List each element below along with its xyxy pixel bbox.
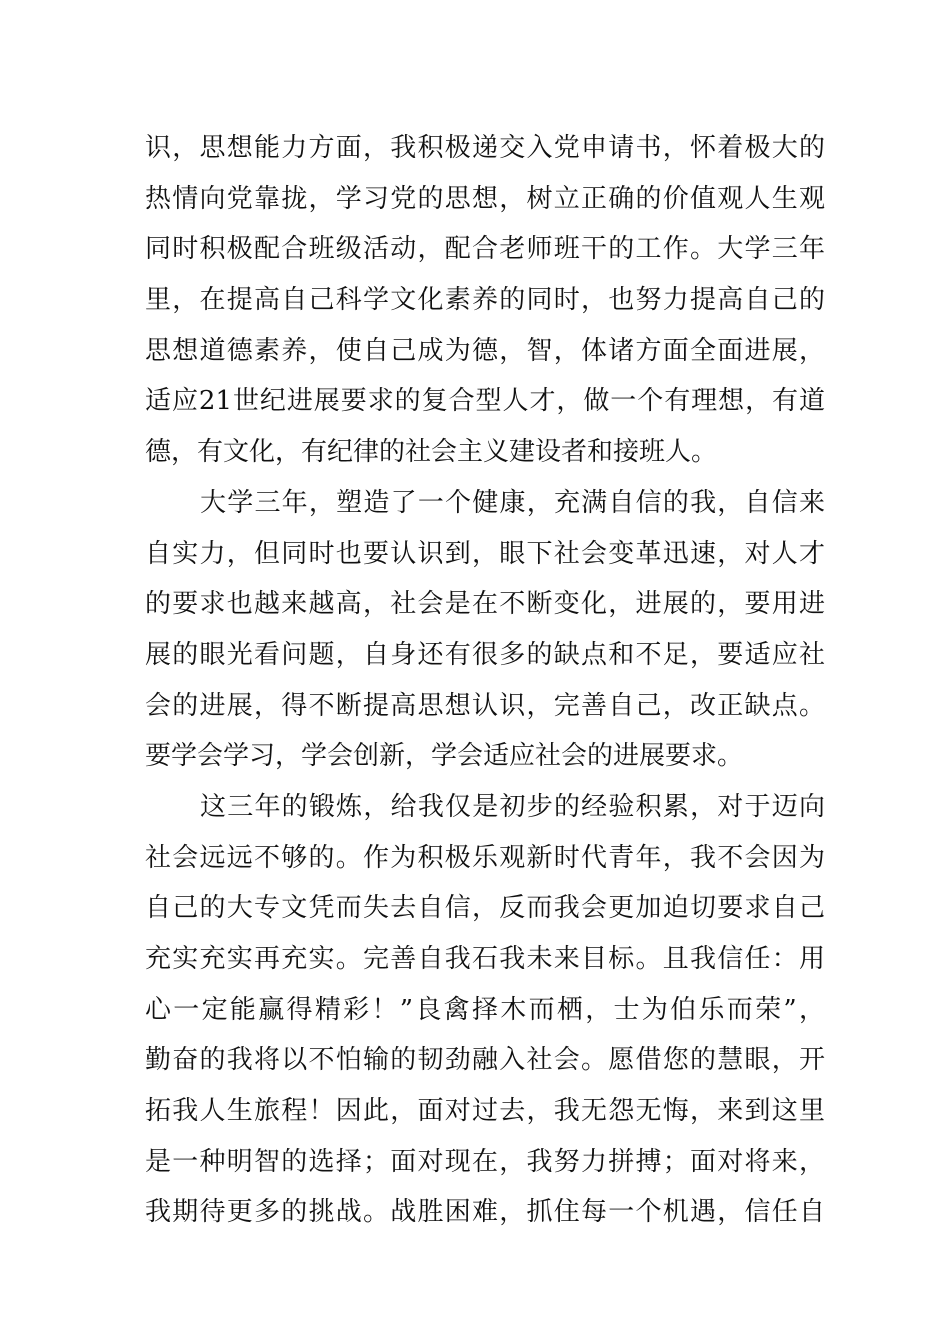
text-line: 适应21世纪进展要求的复合型人才，做一个有理想，有道	[145, 386, 825, 417]
text-line: 里，在提高自己科学文化素养的同时，也努力提高自己的	[145, 285, 825, 316]
text-line: 社会远远不够的。作为积极乐观新时代青年，我不会因为	[145, 842, 825, 873]
text-line: 自己的大专文凭而失去自信，反而我会更加迫切要求自己	[145, 893, 825, 924]
text-line: 我期待更多的挑战。战胜困难，抓住每一个机遇，信任自	[145, 1197, 825, 1228]
text-line: 识，思想能力方面，我积极递交入党申请书，怀着极大的	[145, 133, 825, 163]
text-line: 同时积极配合班级活动，配合老师班干的工作。大学三年	[145, 234, 825, 265]
paragraph-first-line: 这三年的锻炼，给我仅是初步的经验积累，对于迈向	[200, 791, 825, 822]
text-line: 充实充实再充实。完善自我石我未来目标。且我信任：用	[145, 944, 825, 974]
text-line: 拓我人生旅程！因此，面对过去，我无怨无悔，来到这里	[145, 1096, 825, 1127]
paragraph-first-line: 大学三年，塑造了一个健康，充满自信的我，自信来	[200, 487, 825, 518]
text-line: 展的眼光看问题，自身还有很多的缺点和不足，要适应社	[145, 639, 825, 670]
text-line: 的要求也越来越高，社会是在不断变化，进展的，要用进	[145, 589, 825, 620]
document-body	[145, 123, 825, 1238]
text-line: 勤奋的我将以不怕输的韧劲融入社会。愿借您的慧眼，开	[145, 1045, 825, 1076]
text-line: 德，有文化，有纪律的社会主义建设者和接班人。	[145, 437, 718, 468]
text-line: 自实力，但同时也要认识到，眼下社会变革迅速，对人才	[145, 538, 825, 569]
text-line: 热情向党靠拢，学习党的思想，树立正确的价值观人生观	[145, 183, 825, 214]
text-line: 会的进展，得不断提高思想认识，完善自己，改正缺点。	[145, 690, 825, 721]
text-line: 思想道德素养，使自己成为德，智，体诸方面全面进展，	[145, 335, 825, 366]
text-line: 心一定能赢得精彩！”良禽择木而栖，士为伯乐而荣”，	[145, 994, 825, 1025]
text-line: 要学会学习，学会创新，学会适应社会的进展要求。	[145, 741, 744, 772]
text-line: 是一种明智的选择；面对现在，我努力拼搏；面对将来，	[145, 1146, 825, 1177]
